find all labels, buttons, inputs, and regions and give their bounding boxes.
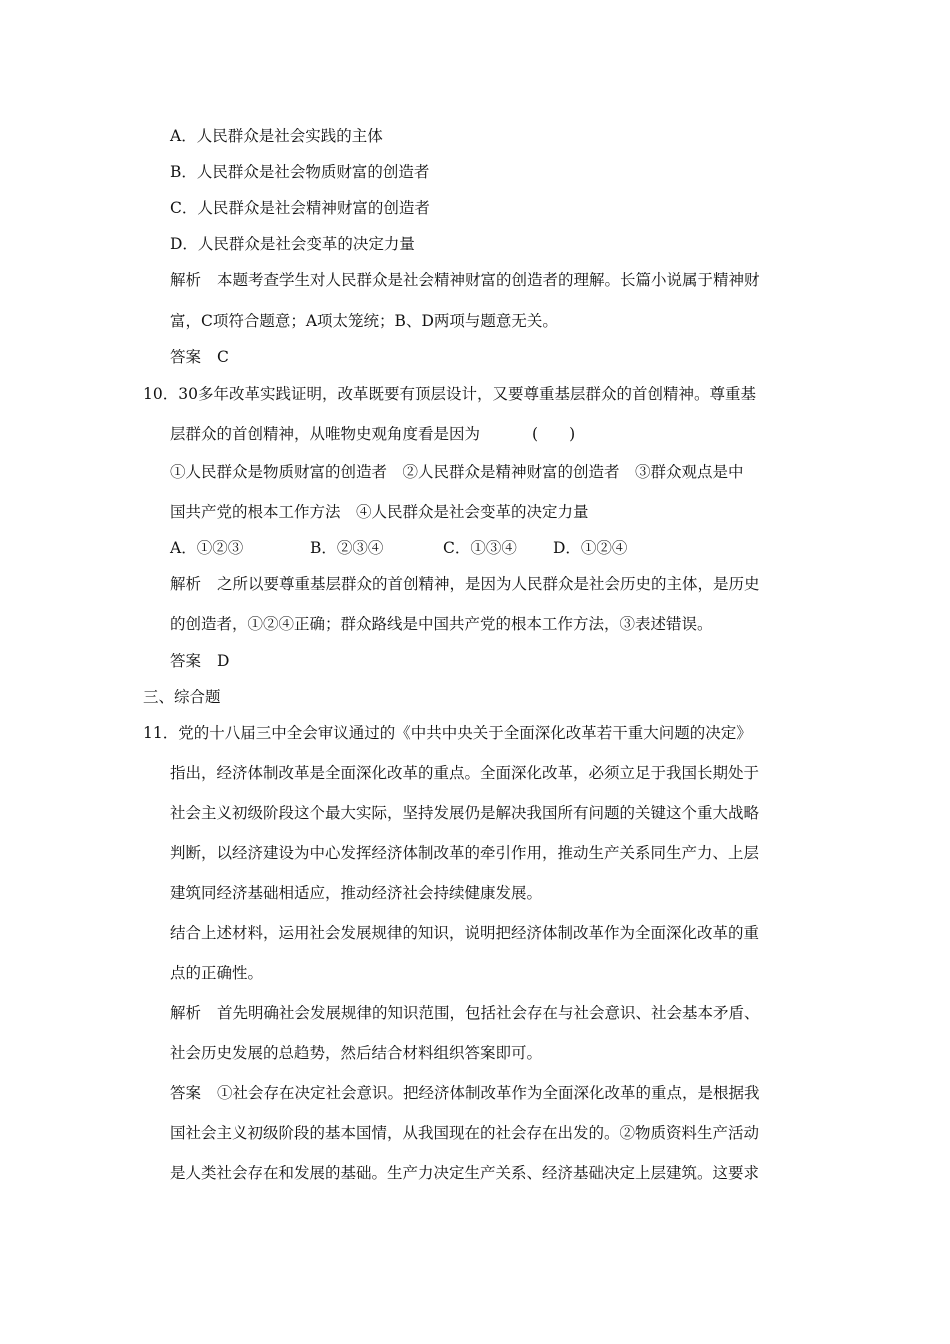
q9-answer-line	[170, 346, 229, 368]
q9-analysis-line-1	[170, 269, 760, 291]
q11-analysis-text-1: 首先明确社会发展规律的知识范围，包括社会存在与社会意识、社会基本矛盾、	[217, 1004, 760, 1022]
q11-answer-line-1	[170, 1082, 760, 1104]
q10-answer-label: 答案	[170, 652, 202, 670]
q11-material-line-3: 社会主义初级阶段这个最大实际，坚持发展仍是解决我国所有问题的关键这个重大战略	[170, 804, 760, 822]
q11-answer-text-1: ①社会存在决定社会意识。把经济体制改革作为全面深化改革的重点，是根据我	[217, 1084, 760, 1102]
q10-stem-line-1	[143, 383, 756, 405]
q11-analysis-line-1	[170, 1002, 760, 1024]
q11-question-line-1: 结合上述材料，运用社会发展规律的知识，说明把经济体制改革作为全面深化改革的重	[170, 924, 760, 942]
q10-answer-bracket: ( )	[532, 425, 576, 443]
q9-analysis-label: 解析	[170, 271, 202, 289]
q11-analysis-label: 解析	[170, 1004, 202, 1022]
q10-answer-line	[170, 650, 229, 672]
q10-answer-value: D	[217, 652, 230, 670]
q9-analysis-line-2: 富，C项符合题意；A项太笼统；B、D两项与题意无关。	[170, 312, 558, 330]
q11-material-text-1: 党的十八届三中全会审议通过的《中共中央关于全面深化改革若干重大问题的决定》	[178, 724, 752, 742]
section-title: 三、综合题	[143, 688, 221, 706]
q10-choice-a: A．①②③	[170, 539, 244, 557]
q10-stem-text-2: 层群众的首创精神，从唯物史观角度看是因为	[170, 425, 481, 443]
q11-material-line-2: 指出，经济体制改革是全面深化改革的重点。全面深化改革，必须立足于我国长期处于	[170, 764, 760, 782]
q11-answer-label: 答案	[170, 1084, 202, 1102]
q11-analysis-line-2: 社会历史发展的总趋势，然后结合材料组织答案即可。	[170, 1044, 543, 1062]
q9-option-b: B．人民群众是社会物质财富的创造者	[170, 163, 430, 181]
q9-option-c: C．人民群众是社会精神财富的创造者	[170, 199, 430, 217]
q10-analysis-line-2: 的创造者，①②④正确；群众路线是中国共产党的根本工作方法，③表述错误。	[170, 615, 713, 633]
q10-analysis-text-1: 之所以要尊重基层群众的首创精神，是因为人民群众是社会历史的主体，是历史	[217, 575, 760, 593]
q10-analysis-label: 解析	[170, 575, 202, 593]
q10-number: 10．	[143, 385, 179, 403]
q10-stem-text-1: 30多年改革实践证明，改革既要有顶层设计，又要尊重基层群众的首创精神。尊重基	[178, 385, 756, 403]
q11-material-line-1	[143, 722, 752, 744]
q11-answer-line-3: 是人类社会存在和发展的基础。生产力决定生产关系、经济基础决定上层建筑。这要求	[170, 1164, 760, 1182]
q10-analysis-line-1	[170, 573, 760, 595]
q10-choice-d: D．①②④	[553, 539, 628, 557]
q9-answer-value: C	[217, 348, 229, 366]
q9-option-a: A．人民群众是社会实践的主体	[170, 127, 383, 145]
q9-option-d: D．人民群众是社会变革的决定力量	[170, 235, 415, 253]
q10-choice-c: C．①③④	[443, 539, 517, 557]
q11-material-line-4: 判断，以经济建设为中心发挥经济体制改革的牵引作用，推动生产关系同生产力、上层	[170, 844, 760, 862]
q11-number: 11．	[143, 724, 179, 742]
q9-analysis-text-1: 本题考查学生对人民群众是社会精神财富的创造者的理解。长篇小说属于精神财	[217, 271, 760, 289]
q10-choice-b: B．②③④	[310, 539, 384, 557]
q10-statements-line-2: 国共产党的根本工作方法 ④人民群众是社会变革的决定力量	[170, 503, 589, 521]
q10-statements-line-1: ①人民群众是物质财富的创造者 ②人民群众是精神财富的创造者 ③群众观点是中	[170, 463, 744, 481]
q11-answer-line-2: 国社会主义初级阶段的基本国情，从我国现在的社会存在出发的。②物质资料生产活动	[170, 1124, 760, 1142]
q11-question-line-2: 点的正确性。	[170, 964, 264, 982]
q10-stem-line-2	[170, 423, 575, 445]
q9-answer-label: 答案	[170, 348, 202, 366]
q11-material-line-5: 建筑同经济基础相适应，推动经济社会持续健康发展。	[170, 884, 543, 902]
